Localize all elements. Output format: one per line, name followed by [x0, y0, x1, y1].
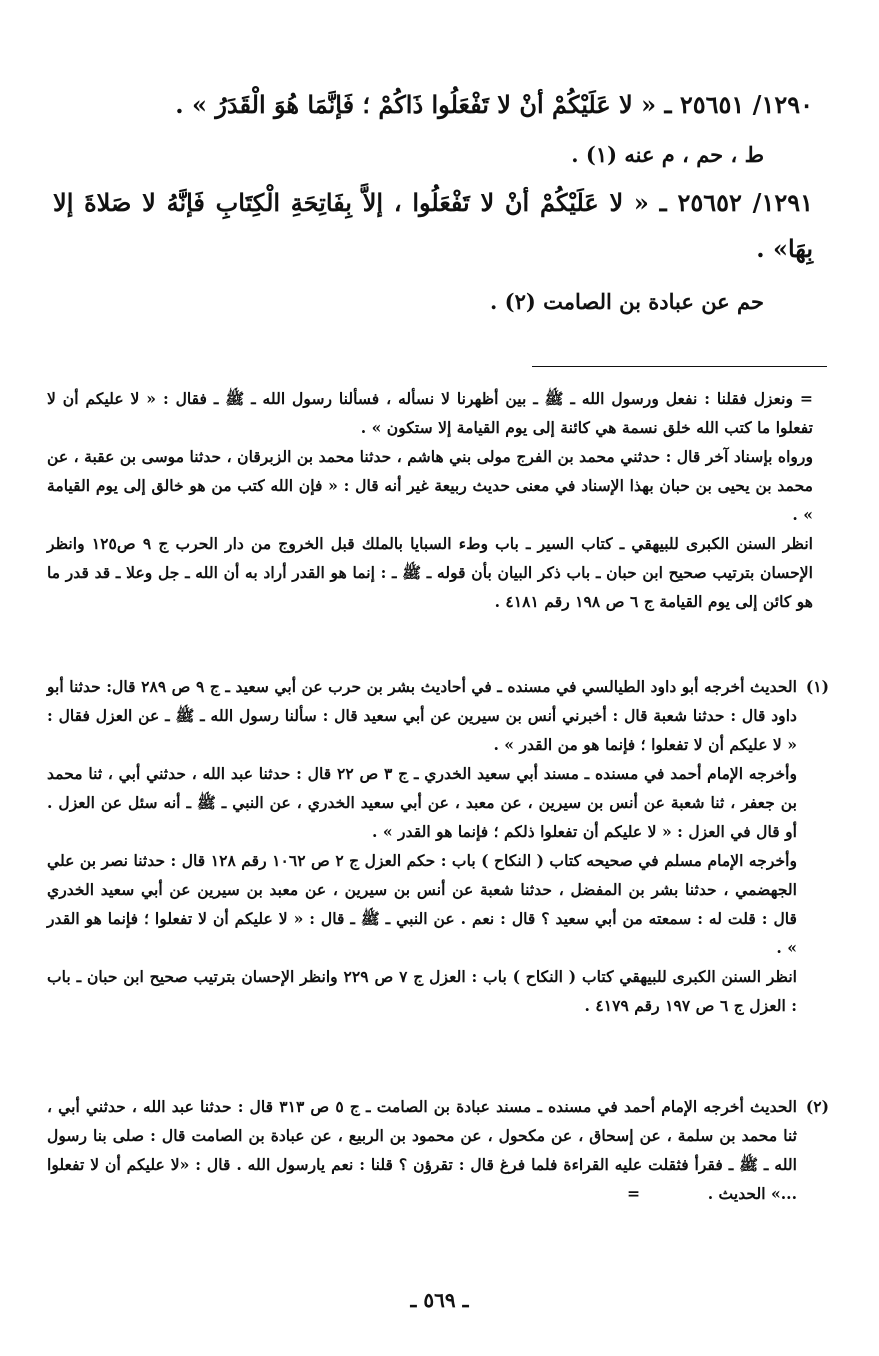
hadith-number: ١٢٩١/ ٢٥٦٥٢ ـ — [659, 188, 814, 217]
page-number: ـ ٥٦٩ ـ — [410, 1288, 469, 1312]
footnote-paragraph: الحديث أخرجه أبو داود الطيالسي في مسنده ـ في أحاديث بشر بن حرب عن أبي سعيد ـ ج ٩ ص ٢٨٩ قال: حدثنا أبو داود قال : حدثنا شعبة قال : أخبرني أنس بن سيرين عن أبي سعيد قال : سألنا رسول الله ـ ﷺ ـ عن العزل فقال : « لا عليكم أن لا تفعلوا ؛ فإنما هو من القدر » . — [47, 677, 797, 754]
footnote-marker: (١) — [805, 677, 829, 696]
footnote-paragraph: الحديث أخرجه الإمام أحمد في مسنده ـ مسند عبادة بن الصامت ـ ج ٥ ص ٣١٣ قال : حدثنا عبد الله ، حدثني أبي ، ثنا محمد بن سلمة ، عن إسحاق ، عن مكحول ، عن محمود بن الربيع ، عن عبادة بن الصامت قال : صلى بنا رسول الله ـ ﷺ ـ فقرأ فثقلت عليه القراءة فلما فرغ قال : تقرؤن ؟ قلنا : نعم يارسول الله . قال : «لا عليكم أن لا تفعلوا ...» الحديث . — [47, 1097, 797, 1203]
hadith-text: « لا عَلَيْكُمْ أنْ لا تَفْعَلُوا ذَاكُمْ ؛ فَإنَّمَا هُوَ الْقَدَرُ » . — [175, 90, 657, 119]
hadith-source: حم عن عبادة بن الصامت (٢) . — [490, 289, 764, 314]
footnote-paragraph: = ونعزل فقلنا : نفعل ورسول الله ـ ﷺ ـ بين أظهرنا لا نسأله ، فسألنا رسول الله ـ ﷺ ـ فقال : « لا عليكم أن لا تفعلوا ما كتب الله خلق نسمة هي كائنة إلى يوم القيامة إلا ستكون » . — [47, 389, 813, 437]
hadith-1290 — [53, 82, 813, 128]
footnote-paragraph: وأخرجه الإمام مسلم في صحيحه كتاب ( النكاح ) باب : حكم العزل ج ٢ ص ١٠٦٢ رقم ١٢٨ قال : حدثنا نصر بن علي الجهضمي ، حدثنا بشر بن المفضل ، حدثنا شعبة عن أنس بن سيرين ، عن معبد بن سيرين عن أبي سعيد الخدري قال : قلت له : سمعته من أبي سعيد ؟ قال : نعم . عن النبي ـ ﷺ ـ قال : « لا عليكم أن لا تفعلوا ؛ فإنما هو القدر » . — [47, 851, 797, 957]
continued-mark: = — [627, 1184, 641, 1203]
footnote-continuation — [47, 384, 813, 616]
footnote-marker: (٢) — [805, 1097, 829, 1116]
footnote-paragraph: وأخرجه الإمام أحمد في مسنده ـ مسند أبي سعيد الخدري ـ ج ٣ ص ٢٢ قال : حدثنا عبد الله ، حدثني أبي ، ثنا محمد بن جعفر ، ثنا شعبة عن أنس بن سيرين ، عن معبد ، عن أبي سعيد الخدري ، عن النبي ـ ﷺ ـ أنه سئل عن العزل . أو قال في العزل : « لا عليكم أن تفعلوا ذلكم ؛ فإنما هو القدر » . — [47, 764, 797, 841]
footnote-1 — [47, 672, 829, 1020]
footnote-paragraph: انظر السنن الكبرى للبيهقي ـ كتاب السير ـ باب وطء السبايا بالملك قبل الخروج من دار الحرب ج ٩ ص١٢٥ وانظر الإحسان بترتيب صحيح ابن حبان ـ باب ذكر البيان بأن قوله ـ ﷺ ـ : إنما هو القدر أراد به أن الله ـ جل وعلا ـ قد قدر ما هو كائن إلى يوم القيامة ج ٦ ص ١٩٨ رقم ٤١٨١ . — [47, 534, 814, 611]
hadith-source: ط ، حم ، م عنه (١) . — [571, 142, 764, 167]
footnote-paragraph: ورواه بإسناد آخر قال : حدثني محمد بن الفرج مولى بني هاشم ، حدثنا محمد بن الزبرقان ، حدثنا موسى بن عقبة ، عن محمد بن يحيى بن حبان بهذا الإسناد في معنى حديث ربيعة غير أنه قال : « فإن الله كتب من هو خالق إلى يوم القيامة » . — [47, 447, 813, 524]
hadith-number: ١٢٩٠/ ٢٥٦٥١ ـ — [664, 90, 813, 119]
hadith-text: « لا عَلَيْكُمْ أنْ لا تَفْعَلُوا ، إلاَّ بِفَاتِحَةِ الْكِتَابِ فَإنَّهُ لا صَلاةَ إلا بِهَا» . — [53, 188, 813, 263]
hadith-1291 — [53, 180, 813, 272]
footnote-2 — [47, 1092, 829, 1208]
footnote-paragraph: انظر السنن الكبرى للبيهقي كتاب ( النكاح ) باب : العزل ج ٧ ص ٢٢٩ وانظر الإحسان بترتيب صحيح ابن حبان ـ باب : العزل ج ٦ ص ١٩٧ رقم ٤١٧٩ . — [47, 967, 797, 1015]
footnote-separator — [532, 366, 827, 367]
